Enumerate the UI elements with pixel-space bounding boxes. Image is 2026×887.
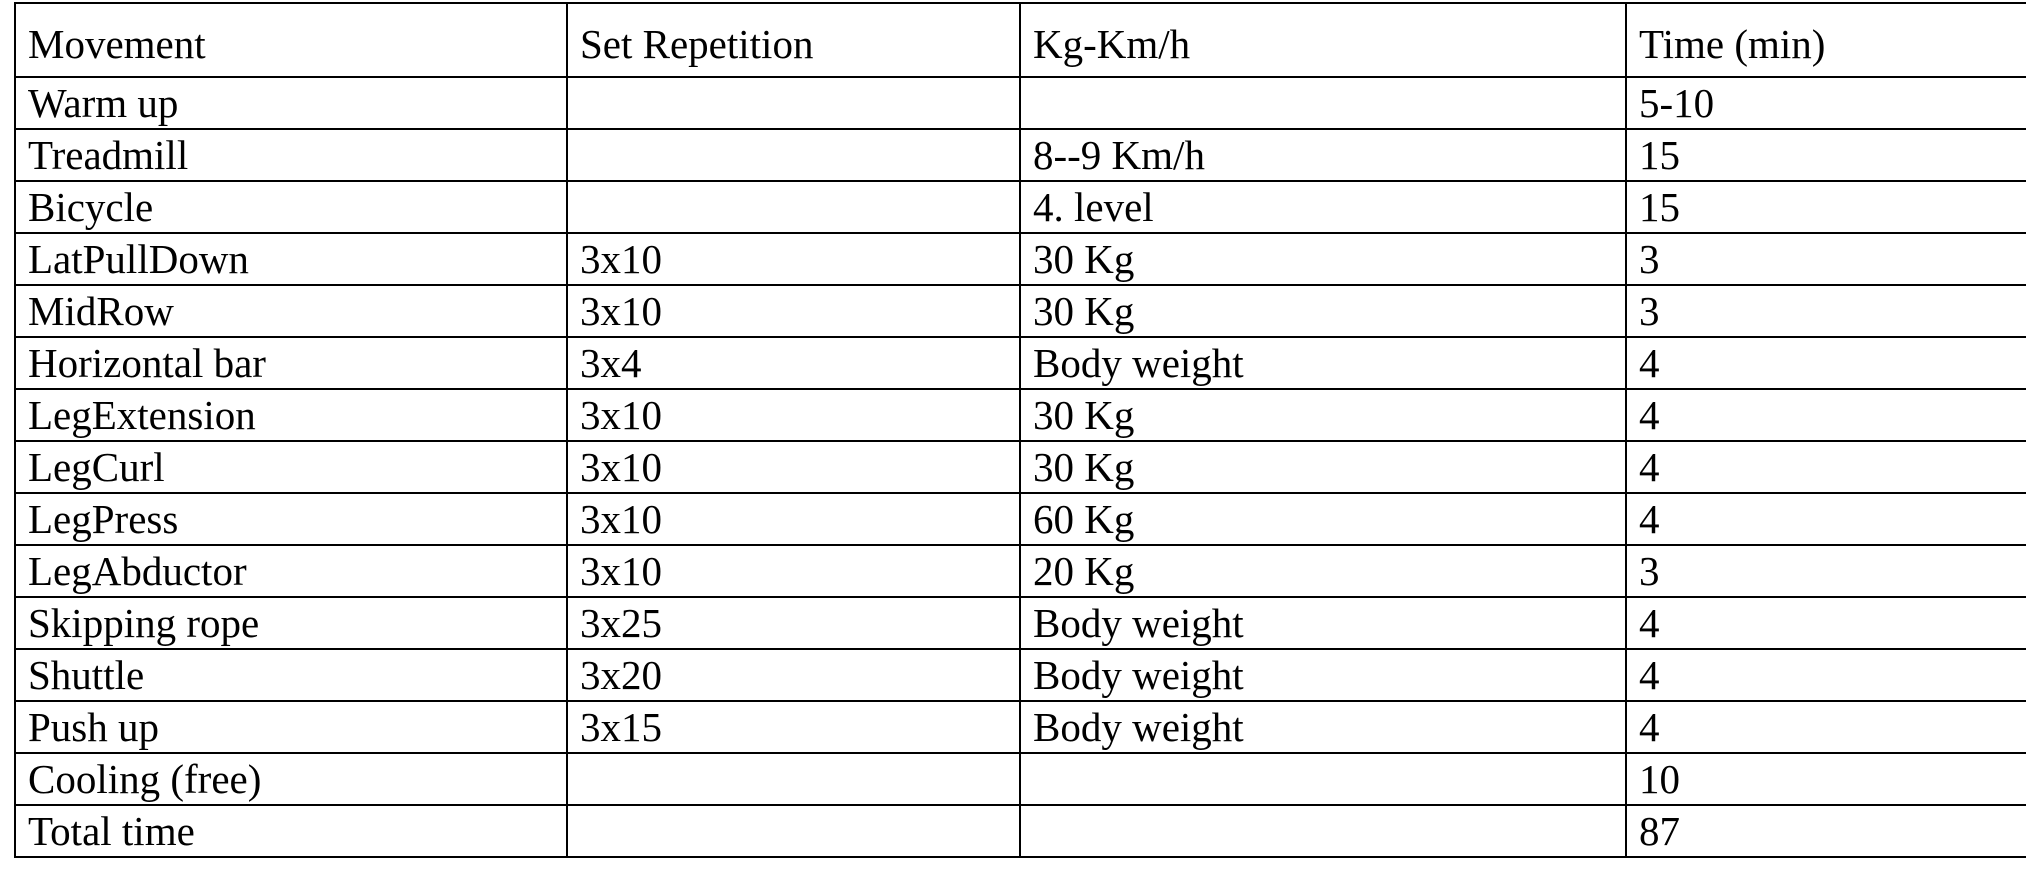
cell-movement: Skipping rope — [15, 597, 567, 649]
cell-set-repetition — [567, 77, 1020, 129]
table-row — [15, 233, 2026, 285]
cell-kg-kmh — [1020, 805, 1626, 857]
cell-time: 10 — [1626, 753, 2026, 805]
table-row — [15, 649, 2026, 701]
cell-movement: LegPress — [15, 493, 567, 545]
cell-kg-kmh: Body weight — [1020, 597, 1626, 649]
cell-set-repetition: 3x10 — [567, 441, 1020, 493]
header-time: Time (min) — [1626, 3, 2026, 77]
cell-time: 3 — [1626, 545, 2026, 597]
table-row — [15, 129, 2026, 181]
cell-kg-kmh: Body weight — [1020, 701, 1626, 753]
exercise-table-body — [15, 3, 2026, 857]
cell-movement: Treadmill — [15, 129, 567, 181]
cell-movement: Horizontal bar — [15, 337, 567, 389]
cell-set-repetition: 3x10 — [567, 285, 1020, 337]
table-row — [15, 389, 2026, 441]
cell-movement: Push up — [15, 701, 567, 753]
cell-kg-kmh: Body weight — [1020, 649, 1626, 701]
table-row — [15, 337, 2026, 389]
table-row — [15, 597, 2026, 649]
cell-time: 4 — [1626, 441, 2026, 493]
cell-movement: MidRow — [15, 285, 567, 337]
table-row — [15, 493, 2026, 545]
exercise-table — [14, 2, 2026, 858]
cell-time: 87 — [1626, 805, 2026, 857]
cell-set-repetition: 3x10 — [567, 233, 1020, 285]
cell-movement: LegExtension — [15, 389, 567, 441]
cell-time: 5-10 — [1626, 77, 2026, 129]
cell-movement: Total time — [15, 805, 567, 857]
cell-kg-kmh: 30 Kg — [1020, 233, 1626, 285]
cell-movement: LegCurl — [15, 441, 567, 493]
cell-time: 4 — [1626, 597, 2026, 649]
cell-time: 3 — [1626, 233, 2026, 285]
table-row — [15, 181, 2026, 233]
table-row — [15, 805, 2026, 857]
table-row — [15, 285, 2026, 337]
cell-time: 4 — [1626, 649, 2026, 701]
cell-movement: LatPullDown — [15, 233, 567, 285]
cell-time: 3 — [1626, 285, 2026, 337]
cell-set-repetition: 3x25 — [567, 597, 1020, 649]
cell-set-repetition: 3x4 — [567, 337, 1020, 389]
cell-time: 15 — [1626, 129, 2026, 181]
cell-set-repetition: 3x10 — [567, 545, 1020, 597]
cell-set-repetition — [567, 129, 1020, 181]
cell-kg-kmh: 20 Kg — [1020, 545, 1626, 597]
cell-time: 4 — [1626, 493, 2026, 545]
table-row — [15, 701, 2026, 753]
cell-set-repetition: 3x10 — [567, 493, 1020, 545]
exercise-table-container — [14, 2, 2026, 858]
cell-kg-kmh: 30 Kg — [1020, 285, 1626, 337]
table-header-row — [15, 3, 2026, 77]
cell-set-repetition — [567, 753, 1020, 805]
cell-kg-kmh: 30 Kg — [1020, 441, 1626, 493]
table-row — [15, 441, 2026, 493]
table-row — [15, 545, 2026, 597]
cell-kg-kmh — [1020, 753, 1626, 805]
cell-set-repetition: 3x20 — [567, 649, 1020, 701]
cell-movement: Warm up — [15, 77, 567, 129]
cell-time: 4 — [1626, 389, 2026, 441]
table-row — [15, 77, 2026, 129]
cell-set-repetition: 3x10 — [567, 389, 1020, 441]
cell-time: 4 — [1626, 701, 2026, 753]
cell-movement: Cooling (free) — [15, 753, 567, 805]
cell-kg-kmh: 8--9 Km/h — [1020, 129, 1626, 181]
cell-movement: LegAbductor — [15, 545, 567, 597]
cell-kg-kmh: 30 Kg — [1020, 389, 1626, 441]
cell-kg-kmh — [1020, 77, 1626, 129]
cell-kg-kmh: 60 Kg — [1020, 493, 1626, 545]
cell-time: 15 — [1626, 181, 2026, 233]
cell-time: 4 — [1626, 337, 2026, 389]
header-kg-kmh: Kg-Km/h — [1020, 3, 1626, 77]
cell-set-repetition — [567, 181, 1020, 233]
table-row — [15, 753, 2026, 805]
cell-kg-kmh: Body weight — [1020, 337, 1626, 389]
cell-set-repetition: 3x15 — [567, 701, 1020, 753]
cell-set-repetition — [567, 805, 1020, 857]
header-movement: Movement — [15, 3, 567, 77]
cell-movement: Shuttle — [15, 649, 567, 701]
cell-kg-kmh: 4. level — [1020, 181, 1626, 233]
cell-movement: Bicycle — [15, 181, 567, 233]
header-set-repetition: Set Repetition — [567, 3, 1020, 77]
